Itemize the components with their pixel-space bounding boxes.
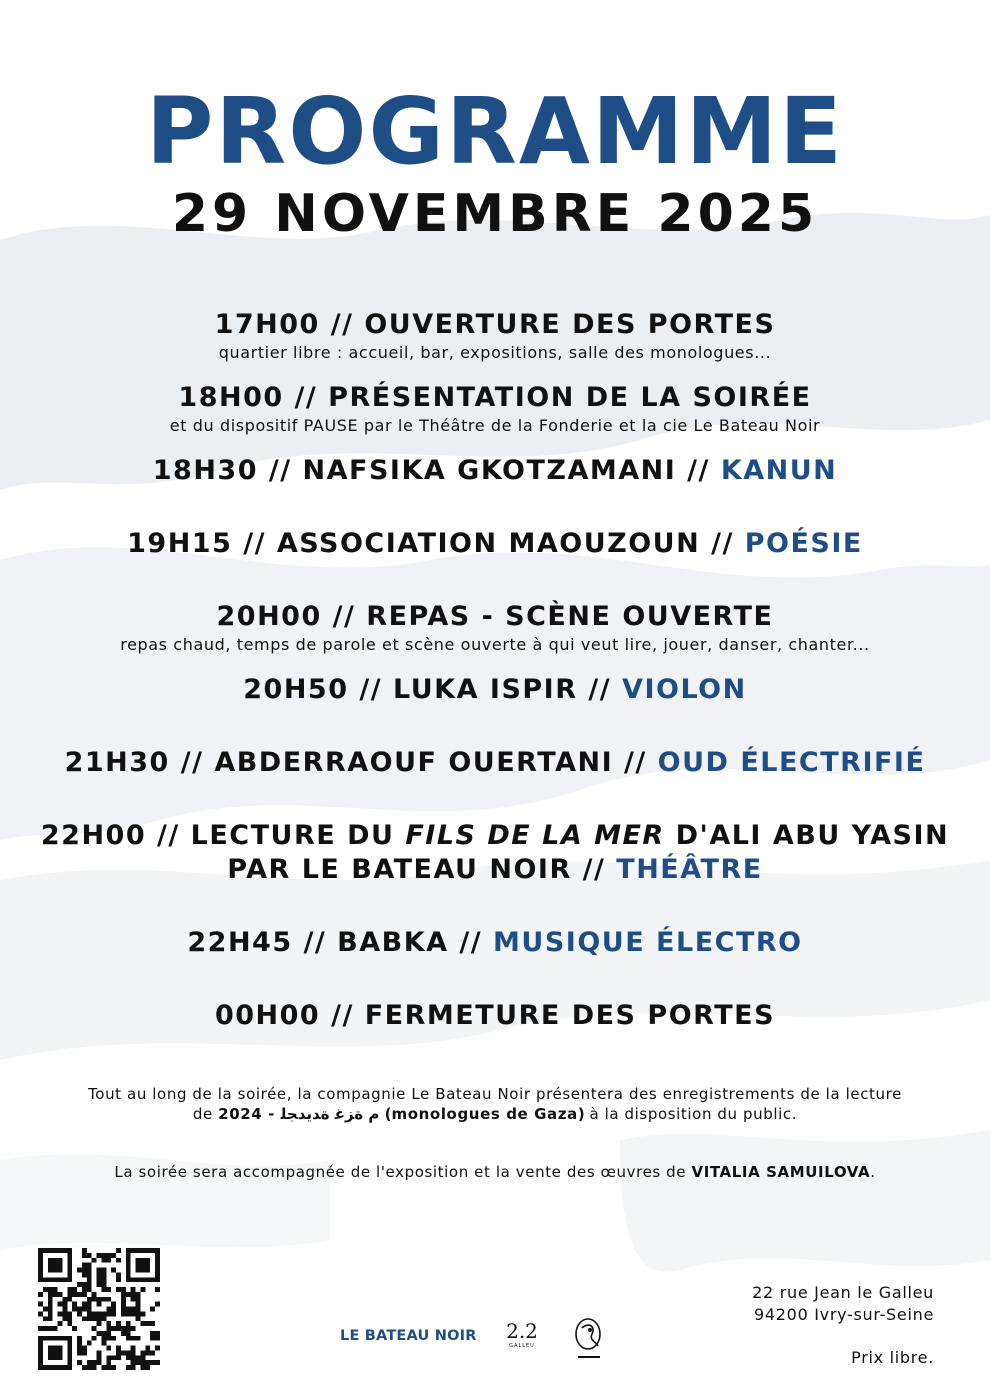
- note-line-1: Tout au long de la soirée, la compagnie Le Bateau Noir présentera des enregistrements de la lecture: [88, 1085, 902, 1103]
- price-info: Prix libre.: [851, 1348, 934, 1367]
- entry-title: 18H00 // PRÉSENTATION DE LA SOIRÉE: [178, 382, 812, 413]
- entry-description: repas chaud, temps de parole et scène ouverte à qui veut lire, jouer, danser, chanter...: [120, 635, 870, 654]
- entry-description: quartier libre : accueil, bar, expositions, salle des monologues...: [218, 343, 772, 362]
- entry-genre: POÉSIE: [744, 528, 863, 559]
- entry-title: 21H30 // ABDERRAOUF OUERTANI // OUD ÉLECTRIFIÉ: [64, 747, 926, 778]
- page-title: PROGRAMME: [146, 78, 844, 185]
- entry-title: 20H00 // REPAS - SCÈNE OUVERTE: [216, 601, 774, 632]
- entry-title: 19H15 // ASSOCIATION MAOUZOUN // POÉSIE: [127, 528, 863, 559]
- event-date: 29 NOVEMBRE 2025: [171, 184, 819, 244]
- program-entry-2: [0, 454, 990, 488]
- entry-title-line2: PAR LE BATEAU NOIR // THÉÂTRE: [227, 854, 763, 885]
- entry-title: 17H00 // OUVERTURE DES PORTES: [214, 309, 776, 340]
- entry-title: 00H00 // FERMETURE DES PORTES: [214, 1000, 776, 1031]
- program-entry-5: [0, 673, 990, 707]
- note-line-2: de 2024 - ﻡ ﺓﺰﻏ ﺓﺪﻳﺪﺠﻠ (monologues de Gaza) à la disposition du public.: [192, 1105, 798, 1123]
- entry-genre: VIOLON: [622, 674, 747, 705]
- book-title: FILS DE LA MER: [405, 820, 665, 851]
- program-entry-9: [0, 999, 990, 1033]
- entry-genre: MUSIQUE ÉLECTRO: [493, 927, 803, 958]
- entry-title: 22H00 // LECTURE DU FILS DE LA MER D'ALI ABU YASIN: [40, 820, 950, 851]
- program-entry-1: [0, 381, 990, 437]
- artist-name: VITALIA SAMUILOVA: [691, 1163, 871, 1181]
- program-entry-6: [0, 746, 990, 780]
- logo-le-bateau-noir: LE BATEAU NOIR: [340, 1328, 477, 1344]
- entry-genre: OUD ÉLECTRIFIÉ: [657, 747, 926, 778]
- program-entry-8: [0, 926, 990, 960]
- program-list: [0, 308, 990, 1033]
- entry-title: 20H50 // LUKA ISPIR // VIOLON: [243, 674, 747, 705]
- venue-address: 22 rue Jean le Galleu 94200 Ivry-sur-Seine: [752, 1283, 934, 1324]
- program-entry-3: [0, 527, 990, 561]
- logo-maouzoun: [570, 1314, 610, 1364]
- program-entry-4: [0, 600, 990, 656]
- logo-22-galleu: 2.2 GALLEU: [506, 1319, 538, 1349]
- entry-genre: KANUN: [720, 455, 838, 486]
- entry-genre: THÉÂTRE: [616, 854, 763, 885]
- program-entry-0: [0, 308, 990, 364]
- qr-code[interactable]: [38, 1248, 160, 1370]
- footer-notes: [0, 1084, 990, 1182]
- entry-title: 22H45 // BABKA // MUSIQUE ÉLECTRO: [187, 927, 803, 958]
- entry-description: et du dispositif PAUSE par le Théâtre de la Fonderie et la cie Le Bateau Noir: [169, 416, 821, 435]
- entry-title: 18H30 // NAFSIKA GKOTZAMANI // KANUN: [152, 455, 838, 486]
- note-exhibition: La soirée sera accompagnée de l'exposition et la vente des œuvres de VITALIA SAMUILOVA.: [114, 1163, 876, 1181]
- program-entry-7: [0, 819, 990, 887]
